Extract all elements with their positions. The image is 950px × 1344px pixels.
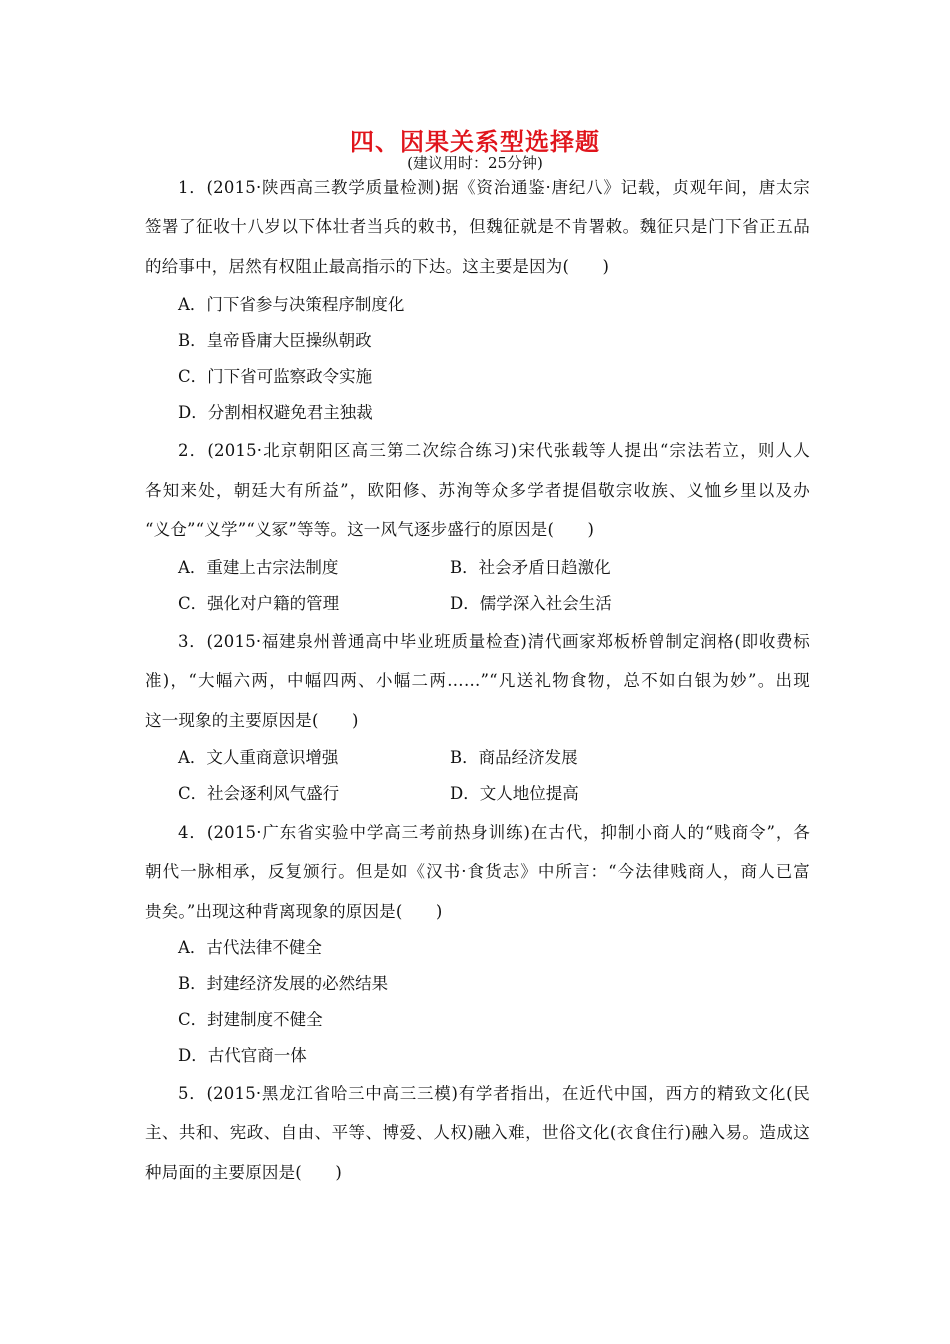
question-1-option-d: D．分割相权避免君主独裁 xyxy=(178,403,373,422)
question-4-line-3: 贵矣。”出现这种背离现象的原因是( ) xyxy=(145,902,443,921)
question-2-option-c: C．强化对户籍的管理 xyxy=(178,594,340,613)
question-2-line-3: “义仓”“义学”“义冢”等等。这一风气逐步盛行的原因是( ) xyxy=(145,520,595,539)
question-1-option-a: A．门下省参与决策程序制度化 xyxy=(178,295,405,314)
question-1-option-b: B．皇帝昏庸大臣操纵朝政 xyxy=(178,331,372,350)
question-3-line-1: 3．(2015·福建泉州普通高中毕业班质量检查)清代画家郑板桥曾制定润格(即收费标 xyxy=(178,632,810,651)
question-1-line-1: 1．(2015·陕西高三教学质量检测)据《资治通鉴·唐纪八》记载，贞观年间，唐太宗 xyxy=(178,178,810,197)
question-4-option-a: A．古代法律不健全 xyxy=(178,938,322,957)
question-2-line-2: 各知来处，朝廷大有所益”，欧阳修、苏洵等众多学者提倡敬宗收族、义恤乡里以及办 xyxy=(145,481,810,500)
question-3-line-3: 这一现象的主要原因是( ) xyxy=(145,711,359,730)
page-title: 四、因果关系型选择题 xyxy=(350,128,600,156)
question-5-line-3: 种局面的主要原因是( ) xyxy=(145,1163,342,1182)
question-3-option-c: C．社会逐利风气盛行 xyxy=(178,784,340,803)
question-3-option-b: B．商品经济发展 xyxy=(450,748,578,767)
question-4-line-1: 4．(2015·广东省实验中学高三考前热身训练)在古代，抑制小商人的“贱商令”，各 xyxy=(178,823,810,842)
question-4-line-2: 朝代一脉相承，反复颁行。但是如《汉书·食货志》中所言：“今法律贱商人，商人已富 xyxy=(145,862,810,881)
question-5-line-1: 5．(2015·黑龙江省哈三中高三三模)有学者指出，在近代中国，西方的精致文化(民 xyxy=(178,1084,810,1103)
question-2-option-b: B．社会矛盾日趋激化 xyxy=(450,558,611,577)
question-2-line-1: 2．(2015·北京朝阳区高三第二次综合练习)宋代张载等人提出“宗法若立，则人人 xyxy=(178,441,810,460)
question-1-line-2: 签署了征收十八岁以下体壮者当兵的敕书，但魏征就是不肯署敕。魏征只是门下省正五品 xyxy=(145,217,810,236)
question-2-option-d: D．儒学深入社会生活 xyxy=(450,594,612,613)
question-1-option-c: C．门下省可监察政令实施 xyxy=(178,367,373,386)
question-3-option-a: A．文人重商意识增强 xyxy=(178,748,339,767)
question-5-line-2: 主、共和、宪政、自由、平等、博爱、人权)融入难，世俗文化(衣食住行)融入易。造成这 xyxy=(145,1123,810,1142)
question-4-option-b: B．封建经济发展的必然结果 xyxy=(178,974,389,993)
question-4-option-d: D．古代官商一体 xyxy=(178,1046,307,1065)
question-2-option-a: A．重建上古宗法制度 xyxy=(178,558,339,577)
question-1-line-3: 的给事中，居然有权阻止最高指示的下达。这主要是因为( ) xyxy=(145,257,610,276)
question-3-line-2: 准)，“大幅六两，中幅四两、小幅二两……”“凡送礼物食物，总不如白银为妙”。出现 xyxy=(145,671,810,690)
suggested-time: (建议用时：25分钟) xyxy=(407,154,543,172)
question-3-option-d: D．文人地位提高 xyxy=(450,784,579,803)
question-4-option-c: C．封建制度不健全 xyxy=(178,1010,323,1029)
